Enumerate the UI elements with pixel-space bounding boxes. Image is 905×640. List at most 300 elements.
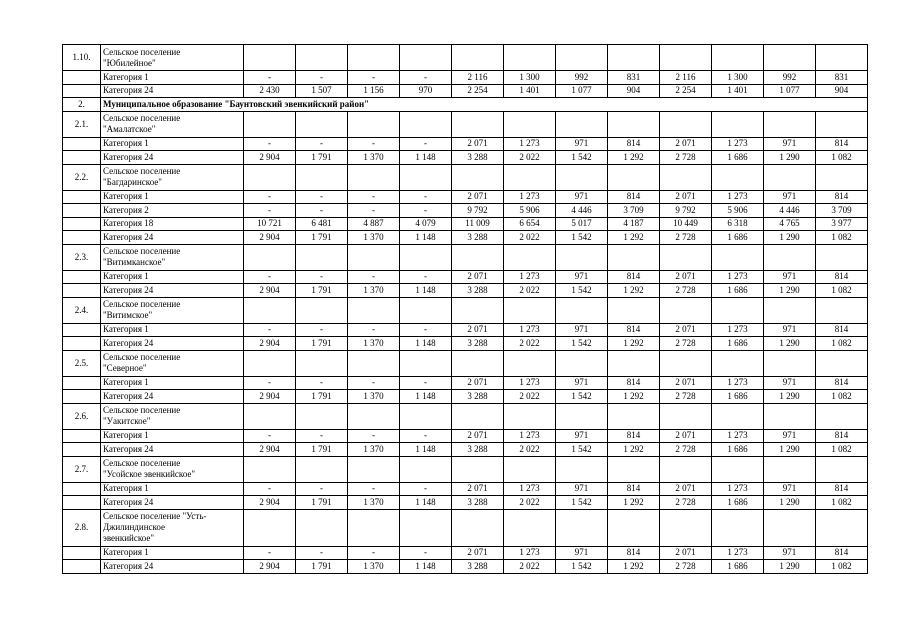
value-cell: 971 — [764, 137, 816, 151]
value-cell: 2 022 — [504, 496, 556, 510]
value-cell: - — [348, 429, 400, 443]
value-cell: 814 — [816, 482, 868, 496]
value-cell: 1 686 — [712, 390, 764, 404]
empty-cell — [244, 45, 296, 71]
empty-cell — [816, 350, 868, 376]
value-cell: 3 288 — [452, 284, 504, 298]
value-cell: 1 542 — [556, 284, 608, 298]
value-cell: - — [400, 323, 452, 337]
row-number: 2.4. — [63, 297, 101, 323]
value-cell: 2 728 — [660, 284, 712, 298]
value-cell: - — [348, 482, 400, 496]
value-cell: 3 288 — [452, 496, 504, 510]
value-cell: 2 071 — [660, 190, 712, 204]
empty-cell — [63, 270, 101, 284]
value-cell: 814 — [816, 376, 868, 390]
empty-cell — [660, 297, 712, 323]
empty-cell — [63, 190, 101, 204]
value-cell: 2 071 — [452, 323, 504, 337]
value-cell: 2 728 — [660, 337, 712, 351]
empty-cell — [660, 45, 712, 71]
value-cell: 2 904 — [244, 284, 296, 298]
empty-cell — [348, 111, 400, 137]
row-number: 2. — [63, 98, 101, 112]
value-cell: 1 292 — [608, 337, 660, 351]
settlement-row — [63, 456, 868, 482]
value-cell: 831 — [608, 71, 660, 85]
value-cell: 1 082 — [816, 443, 868, 457]
value-cell: 1 791 — [296, 284, 348, 298]
empty-cell — [764, 350, 816, 376]
value-cell: 2 071 — [660, 270, 712, 284]
value-cell: 2 728 — [660, 496, 712, 510]
value-cell: 3 709 — [608, 204, 660, 218]
value-cell: 1 542 — [556, 496, 608, 510]
settlement-name-line: "Северное" — [103, 363, 147, 373]
empty-cell — [244, 403, 296, 429]
category-name: Категория 1 — [101, 429, 244, 443]
empty-cell — [504, 244, 556, 270]
value-cell: 1 273 — [712, 429, 764, 443]
value-cell: 1 290 — [764, 151, 816, 165]
value-cell: - — [296, 429, 348, 443]
value-cell: 971 — [556, 137, 608, 151]
value-cell: 4 187 — [608, 217, 660, 231]
value-cell: - — [400, 270, 452, 284]
value-cell: 2 071 — [452, 546, 504, 560]
value-cell: 971 — [556, 376, 608, 390]
settlement-name-line: "Усойское эвенкийское" — [103, 469, 196, 479]
value-cell: 1 082 — [816, 560, 868, 574]
value-cell: 9 792 — [660, 204, 712, 218]
value-cell: 3 709 — [816, 204, 868, 218]
empty-cell — [63, 231, 101, 245]
value-cell: 1 148 — [400, 337, 452, 351]
value-cell: 2 022 — [504, 231, 556, 245]
empty-cell — [452, 111, 504, 137]
settlement-row — [63, 244, 868, 270]
value-cell: 1 292 — [608, 560, 660, 574]
category-row — [63, 190, 868, 204]
value-cell: 5 906 — [712, 204, 764, 218]
settlement-name-line: Сельское поселение — [103, 352, 181, 362]
category-row — [63, 390, 868, 404]
settlement-name-line: Сельское поселение — [103, 458, 181, 468]
empty-cell — [63, 217, 101, 231]
empty-cell — [660, 350, 712, 376]
value-cell: - — [296, 190, 348, 204]
row-number: 2.7. — [63, 456, 101, 482]
value-cell: 2 071 — [452, 429, 504, 443]
category-row — [63, 151, 868, 165]
value-cell: 814 — [608, 190, 660, 204]
empty-cell — [816, 403, 868, 429]
settlement-name — [101, 244, 244, 270]
empty-cell — [296, 164, 348, 190]
value-cell: 1 077 — [764, 84, 816, 98]
row-number: 2.2. — [63, 164, 101, 190]
category-name: Категория 24 — [101, 390, 244, 404]
value-cell: 1 401 — [712, 84, 764, 98]
empty-cell — [556, 350, 608, 376]
value-cell: 992 — [764, 71, 816, 85]
value-cell: - — [296, 137, 348, 151]
empty-cell — [400, 111, 452, 137]
settlement-row — [63, 350, 868, 376]
value-cell: 2 071 — [660, 376, 712, 390]
empty-cell — [608, 111, 660, 137]
empty-cell — [296, 244, 348, 270]
value-cell: 1 156 — [348, 84, 400, 98]
tariff-table — [62, 44, 868, 574]
empty-cell — [504, 456, 556, 482]
value-cell: 1 292 — [608, 443, 660, 457]
value-cell: 1 542 — [556, 151, 608, 165]
value-cell: 904 — [816, 84, 868, 98]
value-cell: - — [400, 137, 452, 151]
value-cell: - — [244, 71, 296, 85]
empty-cell — [400, 244, 452, 270]
empty-cell — [608, 509, 660, 546]
empty-cell — [556, 509, 608, 546]
value-cell: 1 273 — [712, 323, 764, 337]
empty-cell — [556, 297, 608, 323]
value-cell: 4 887 — [348, 217, 400, 231]
settlement-name — [101, 350, 244, 376]
value-cell: 971 — [556, 190, 608, 204]
value-cell: 1 542 — [556, 231, 608, 245]
empty-cell — [504, 509, 556, 546]
empty-cell — [660, 164, 712, 190]
value-cell: 904 — [608, 84, 660, 98]
value-cell: 1 273 — [504, 546, 556, 560]
value-cell: 814 — [608, 376, 660, 390]
value-cell: 4 079 — [400, 217, 452, 231]
empty-cell — [63, 496, 101, 510]
settlement-name — [101, 403, 244, 429]
empty-cell — [816, 509, 868, 546]
empty-cell — [712, 350, 764, 376]
value-cell: 971 — [764, 429, 816, 443]
value-cell: 831 — [816, 71, 868, 85]
value-cell: 2 254 — [452, 84, 504, 98]
empty-cell — [63, 546, 101, 560]
municipality-name: Муниципальное образование "Баунтовский эвенкийский район" — [101, 98, 868, 112]
value-cell: 2 904 — [244, 443, 296, 457]
value-cell: 6 481 — [296, 217, 348, 231]
value-cell: 1 507 — [296, 84, 348, 98]
value-cell: 2 904 — [244, 337, 296, 351]
settlement-name-line: Сельское поселение — [103, 166, 181, 176]
category-name: Категория 24 — [101, 443, 244, 457]
value-cell: 1 686 — [712, 337, 764, 351]
category-row — [63, 337, 868, 351]
empty-cell — [63, 284, 101, 298]
empty-cell — [712, 297, 764, 323]
value-cell: - — [348, 323, 400, 337]
settlement-row — [63, 111, 868, 137]
value-cell: 2 071 — [660, 546, 712, 560]
value-cell: 6 318 — [712, 217, 764, 231]
category-row — [63, 217, 868, 231]
value-cell: 1 686 — [712, 443, 764, 457]
category-row — [63, 443, 868, 457]
value-cell: 2 071 — [660, 323, 712, 337]
value-cell: 1 370 — [348, 284, 400, 298]
value-cell: 814 — [816, 546, 868, 560]
value-cell: 1 148 — [400, 560, 452, 574]
empty-cell — [348, 403, 400, 429]
value-cell: - — [400, 546, 452, 560]
value-cell: 970 — [400, 84, 452, 98]
empty-cell — [452, 45, 504, 71]
value-cell: 5 017 — [556, 217, 608, 231]
value-cell: 6 654 — [504, 217, 556, 231]
empty-cell — [608, 350, 660, 376]
category-name: Категория 1 — [101, 323, 244, 337]
value-cell: 2 071 — [660, 429, 712, 443]
empty-cell — [400, 403, 452, 429]
empty-cell — [452, 403, 504, 429]
row-number: 2.5. — [63, 350, 101, 376]
empty-cell — [712, 403, 764, 429]
value-cell: 2 904 — [244, 231, 296, 245]
empty-cell — [660, 111, 712, 137]
category-row — [63, 71, 868, 85]
empty-cell — [296, 45, 348, 71]
empty-cell — [296, 456, 348, 482]
settlement-name-line: Сельское поселение — [103, 46, 181, 57]
empty-cell — [608, 456, 660, 482]
value-cell: 2 071 — [452, 376, 504, 390]
value-cell: 2 071 — [452, 482, 504, 496]
settlement-name-line: "Витимканское" — [103, 257, 166, 267]
value-cell: 814 — [608, 546, 660, 560]
value-cell: 1 082 — [816, 151, 868, 165]
value-cell: 1 542 — [556, 443, 608, 457]
value-cell: 814 — [608, 482, 660, 496]
value-cell: - — [244, 482, 296, 496]
value-cell: 2 071 — [660, 137, 712, 151]
value-cell: 1 686 — [712, 496, 764, 510]
empty-cell — [348, 509, 400, 546]
value-cell: 1 290 — [764, 337, 816, 351]
value-cell: - — [348, 137, 400, 151]
settlement-row — [63, 297, 868, 323]
value-cell: 1 292 — [608, 390, 660, 404]
empty-cell — [712, 45, 764, 71]
value-cell: 2 071 — [660, 482, 712, 496]
value-cell: 814 — [608, 429, 660, 443]
value-cell: 1 542 — [556, 390, 608, 404]
category-row — [63, 429, 868, 443]
value-cell: 1 082 — [816, 390, 868, 404]
value-cell: 1 273 — [712, 270, 764, 284]
value-cell: - — [296, 376, 348, 390]
empty-cell — [816, 456, 868, 482]
category-name: Категория 1 — [101, 482, 244, 496]
table-body — [63, 45, 868, 574]
empty-cell — [504, 45, 556, 71]
value-cell: 1 290 — [764, 390, 816, 404]
value-cell: 1 077 — [556, 84, 608, 98]
value-cell: - — [296, 323, 348, 337]
value-cell: 1 686 — [712, 231, 764, 245]
empty-cell — [764, 244, 816, 270]
value-cell: - — [296, 204, 348, 218]
value-cell: 1 292 — [608, 496, 660, 510]
value-cell: 2 728 — [660, 151, 712, 165]
empty-cell — [63, 390, 101, 404]
value-cell: 2 254 — [660, 84, 712, 98]
empty-cell — [296, 350, 348, 376]
empty-cell — [764, 297, 816, 323]
value-cell: 1 292 — [608, 151, 660, 165]
value-cell: - — [244, 204, 296, 218]
value-cell: 1 300 — [504, 71, 556, 85]
empty-cell — [608, 297, 660, 323]
empty-cell — [660, 244, 712, 270]
settlement-name-line: "Амалатское" — [103, 124, 156, 134]
empty-cell — [608, 403, 660, 429]
empty-cell — [556, 164, 608, 190]
row-number: 2.1. — [63, 111, 101, 137]
empty-cell — [608, 244, 660, 270]
empty-cell — [816, 244, 868, 270]
value-cell: - — [348, 270, 400, 284]
value-cell: 10 721 — [244, 217, 296, 231]
empty-cell — [348, 350, 400, 376]
settlement-name — [101, 111, 244, 137]
empty-cell — [400, 297, 452, 323]
value-cell: 1 292 — [608, 284, 660, 298]
value-cell: 1 082 — [816, 337, 868, 351]
value-cell: - — [348, 190, 400, 204]
empty-cell — [296, 509, 348, 546]
empty-cell — [816, 297, 868, 323]
empty-cell — [608, 164, 660, 190]
value-cell: - — [296, 482, 348, 496]
settlement-name-line: "Юбилейное" — [103, 57, 156, 68]
empty-cell — [63, 560, 101, 574]
value-cell: 1 292 — [608, 231, 660, 245]
value-cell: 1 148 — [400, 151, 452, 165]
value-cell: 971 — [764, 270, 816, 284]
empty-cell — [63, 323, 101, 337]
settlement-row — [63, 403, 868, 429]
value-cell: 971 — [556, 429, 608, 443]
value-cell: 971 — [764, 190, 816, 204]
empty-cell — [296, 403, 348, 429]
empty-cell — [608, 45, 660, 71]
value-cell: - — [244, 270, 296, 284]
value-cell: - — [400, 429, 452, 443]
empty-cell — [63, 337, 101, 351]
value-cell: 1 686 — [712, 284, 764, 298]
empty-cell — [712, 456, 764, 482]
empty-cell — [452, 509, 504, 546]
category-name: Категория 24 — [101, 231, 244, 245]
value-cell: 1 273 — [712, 546, 764, 560]
settlement-name-line: Сельское поселение — [103, 246, 181, 256]
value-cell: 1 290 — [764, 496, 816, 510]
empty-cell — [660, 403, 712, 429]
empty-cell — [63, 71, 101, 85]
value-cell: 2 728 — [660, 560, 712, 574]
settlement-name — [101, 45, 244, 71]
value-cell: 971 — [764, 482, 816, 496]
value-cell: - — [244, 376, 296, 390]
empty-cell — [556, 244, 608, 270]
value-cell: - — [244, 429, 296, 443]
value-cell: 814 — [816, 323, 868, 337]
empty-cell — [63, 151, 101, 165]
category-row — [63, 270, 868, 284]
value-cell: 971 — [556, 482, 608, 496]
value-cell: 2 022 — [504, 390, 556, 404]
empty-cell — [504, 403, 556, 429]
value-cell: 1 273 — [712, 137, 764, 151]
value-cell: 971 — [556, 323, 608, 337]
value-cell: 814 — [816, 429, 868, 443]
value-cell: 1 370 — [348, 443, 400, 457]
settlement-name-line: эвенкийское" — [103, 533, 155, 543]
value-cell: 1 148 — [400, 231, 452, 245]
settlement-name-line: "Багдаринское" — [103, 177, 162, 187]
value-cell: 2 022 — [504, 151, 556, 165]
value-cell: 1 290 — [764, 443, 816, 457]
empty-cell — [452, 297, 504, 323]
category-name: Категория 1 — [101, 190, 244, 204]
category-row — [63, 376, 868, 390]
value-cell: 1 370 — [348, 390, 400, 404]
category-row — [63, 323, 868, 337]
category-name: Категория 24 — [101, 337, 244, 351]
category-name: Категория 24 — [101, 151, 244, 165]
value-cell: - — [348, 71, 400, 85]
value-cell: 1 290 — [764, 231, 816, 245]
value-cell: 1 273 — [504, 323, 556, 337]
empty-cell — [504, 350, 556, 376]
value-cell: 1 148 — [400, 443, 452, 457]
empty-cell — [244, 111, 296, 137]
value-cell: 814 — [608, 323, 660, 337]
value-cell: 3 288 — [452, 231, 504, 245]
value-cell: 1 791 — [296, 337, 348, 351]
value-cell: - — [400, 376, 452, 390]
empty-cell — [244, 244, 296, 270]
settlement-name-line: Сельское поселение — [103, 113, 181, 123]
value-cell: 2 904 — [244, 560, 296, 574]
settlement-name — [101, 164, 244, 190]
empty-cell — [244, 297, 296, 323]
value-cell: 3 288 — [452, 151, 504, 165]
value-cell: 5 906 — [504, 204, 556, 218]
value-cell: 1 273 — [504, 429, 556, 443]
empty-cell — [764, 45, 816, 71]
value-cell: 2 904 — [244, 496, 296, 510]
category-row — [63, 482, 868, 496]
empty-cell — [63, 137, 101, 151]
value-cell: - — [244, 546, 296, 560]
value-cell: 814 — [816, 270, 868, 284]
empty-cell — [816, 111, 868, 137]
empty-cell — [764, 164, 816, 190]
empty-cell — [556, 111, 608, 137]
category-row — [63, 546, 868, 560]
value-cell: 814 — [816, 137, 868, 151]
value-cell: 2 904 — [244, 151, 296, 165]
